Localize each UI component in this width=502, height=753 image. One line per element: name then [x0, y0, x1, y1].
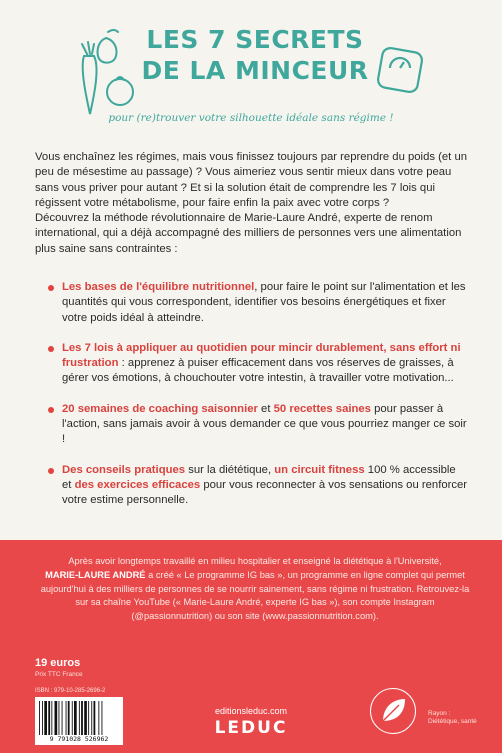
author-name: MARIE-LAURE ANDRÉ: [45, 569, 146, 580]
book-title: [140, 24, 370, 86]
author-section: [0, 540, 502, 753]
bullet-text: 100 % accessible et: [62, 463, 456, 491]
author-bio: [35, 555, 475, 624]
intro-paragraph: Vous enchaînez les régimes, mais vous finissez toujours par reprendre du poids (et un peu de mésestime au passage) ? Vous aimeriez vous sentir mieux dans votre peau sans vous priver pour autant ? Et si la solution était de comprendre les 7 lois qui régissent votre métabolisme, pour faire enfin la paix avec votre corps ?: [35, 151, 468, 209]
title-line-2: DE LA MINCEUR: [141, 56, 369, 85]
bullet-highlight: 50 recettes saines: [273, 402, 371, 415]
bullet-text: : apprenez à puiser efficacement dans vos réserves de graisses, à gérer vos émotions, à chouchouter votre intestin, à travailler votre motivation...: [62, 357, 454, 385]
bullet-highlight: Les 7 lois à appliquer au quotidien pour mincir durablement, sans effort ni frustration: [62, 341, 461, 370]
barcode-number: 9 791028 526962: [49, 735, 109, 743]
bullet-item: [48, 402, 468, 448]
intro-paragraph: Découvrez la méthode révolutionnaire de Marie-Laure André, experte de renom international, qui a déjà accompagné des milliers de personnes vers une alimentation plus saine sans contraintes :: [35, 212, 462, 255]
bullet-highlight: 20 semaines de coaching saisonnier: [62, 402, 258, 415]
bullet-text: pour passer à l'action, sans jamais avoir à vous demander ce que vous pourriez manger ce soir !: [62, 402, 467, 446]
publisher-url[interactable]: editionsleduc.com: [214, 706, 288, 716]
rayon-label: [428, 710, 477, 726]
rayon-value: Diététique, santé: [428, 718, 477, 725]
publisher-logo: LEDUC: [214, 718, 288, 738]
price-note: Prix TTC France: [35, 671, 83, 678]
bullet-dot-icon: [48, 407, 54, 413]
bullet-highlight: des exercices efficaces: [74, 478, 201, 491]
bullet-dot-icon: [48, 346, 54, 352]
bullet-text: et: [257, 402, 274, 415]
bullet-list: [48, 280, 468, 524]
bullet-dot-icon: [48, 468, 54, 474]
subtitle: pour (re)trouver votre silhouette idéale sans régime !: [108, 112, 394, 124]
bio-text: a créé « Le programme IG bas », un programme en ligne complet qui permet aujourd'hui à des milliers de personnes de se nourrir sainement, sans régime ni frustration. Retrouvez-la sur sa chaîne YouTube (« Marie-Laure André, experte IG bas »), son compte Instagram (@passionnutrition) ou son site (www.passionnutrition.com).: [40, 569, 470, 622]
vegetables-icon: [74, 26, 140, 118]
leaf-icon: [371, 689, 415, 733]
price: 19 euros: [35, 657, 81, 669]
bullet-text: , pour faire le point sur l'alimentation et les quantités qui vous correspondent, identifier vos besoins énergétiques et fixer votre poids idéal à atteindre.: [62, 281, 466, 324]
title-line-1: LES 7 SECRETS: [146, 25, 364, 54]
bullet-highlight: un circuit fitness: [274, 463, 365, 476]
bullet-item: [48, 280, 468, 326]
bullet-highlight: Des conseils pratiques: [62, 463, 186, 476]
bullet-item: [48, 463, 468, 509]
bullet-highlight: Les bases de l'équilibre nutritionnel: [62, 281, 255, 293]
bullet-dot-icon: [48, 285, 54, 291]
bio-text: Après avoir longtemps travaillé en milieu hospitalier et enseigné la diététique à l'Université,: [68, 556, 442, 566]
rayon-title: Rayon :: [428, 710, 451, 717]
intro-text: [35, 150, 475, 257]
leaf-badge-icon: [370, 688, 416, 734]
bullet-item: [48, 341, 468, 387]
scale-icon: [376, 44, 426, 94]
bullet-text: sur la diététique,: [185, 463, 275, 476]
bullet-text: pour vous reconnecter à vos sensations ou renforcer votre estime personnelle.: [62, 478, 468, 507]
isbn: ISBN : 979-10-285-2696-2: [35, 688, 106, 694]
